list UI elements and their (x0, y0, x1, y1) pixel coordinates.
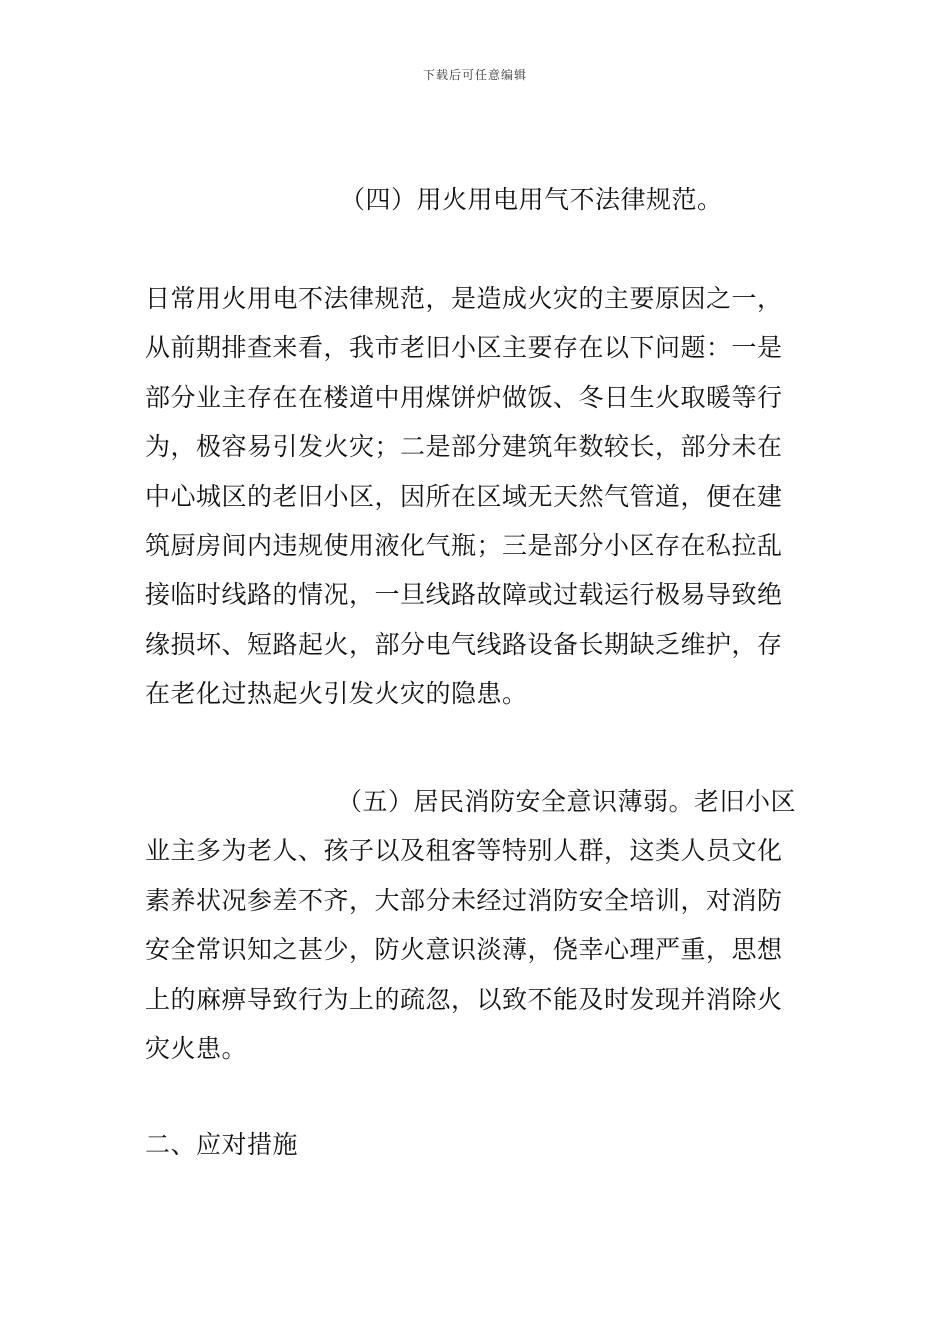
paragraph-line: 从前期排查来看，我市老旧小区主要存在以下问题：一是 (145, 333, 783, 363)
paragraph-line: 业主多为老人、孩子以及租客等特别人群，这类人员文化 (145, 836, 783, 866)
paragraph-line: 上的麻痹导致行为上的疏忽，以致不能及时发现并消除火 (145, 984, 783, 1014)
section-four-paragraph (145, 274, 807, 719)
paragraph-line: 素养状况参差不齐，大部分未经过消防安全培训，对消防 (145, 885, 783, 915)
paragraph-line: （五）居民消防安全意识薄弱。老旧小区 (337, 787, 797, 816)
paragraph-line: 筑厨房间内违规使用液化气瓶；三是部分小区存在私拉乱 (145, 530, 783, 560)
heading-line: 二、应对措施 (145, 1130, 299, 1159)
section-four-heading (340, 175, 760, 224)
paragraph-line: 在老化过热起火引发火灾的隐患。 (145, 679, 528, 709)
paragraph-line: 安全常识知之甚少，防火意识淡薄，侥幸心理严重，思想 (145, 935, 783, 965)
paragraph-line: 日常用火用电不法律规范，是造成火灾的主要原因之一， (145, 284, 783, 313)
header-note: 下载后可任意编辑 (422, 68, 527, 82)
section-two-heading (145, 1120, 807, 1169)
paragraph-line: 部分业主存在在楼道中用煤饼炉做饭、冬日生火取暖等行 (145, 382, 783, 412)
paragraph-line: 灾火患。 (145, 1033, 248, 1063)
heading-line: （四）用火用电用气不法律规范。 (340, 185, 723, 214)
section-five-paragraph (145, 777, 807, 1073)
paragraph-line: 为，极容易引发火灾；二是部分建筑年数较长，部分未在 (145, 432, 783, 462)
paragraph-line: 缘损坏、短路起火，部分电气线路设备长期缺乏维护，存 (145, 629, 783, 659)
paragraph-line: 接临时线路的情况，一旦线路故障或过载运行极易导致绝 (145, 580, 783, 610)
paragraph-line: 中心城区的老旧小区，因所在区域无天然气管道，便在建 (145, 481, 783, 511)
